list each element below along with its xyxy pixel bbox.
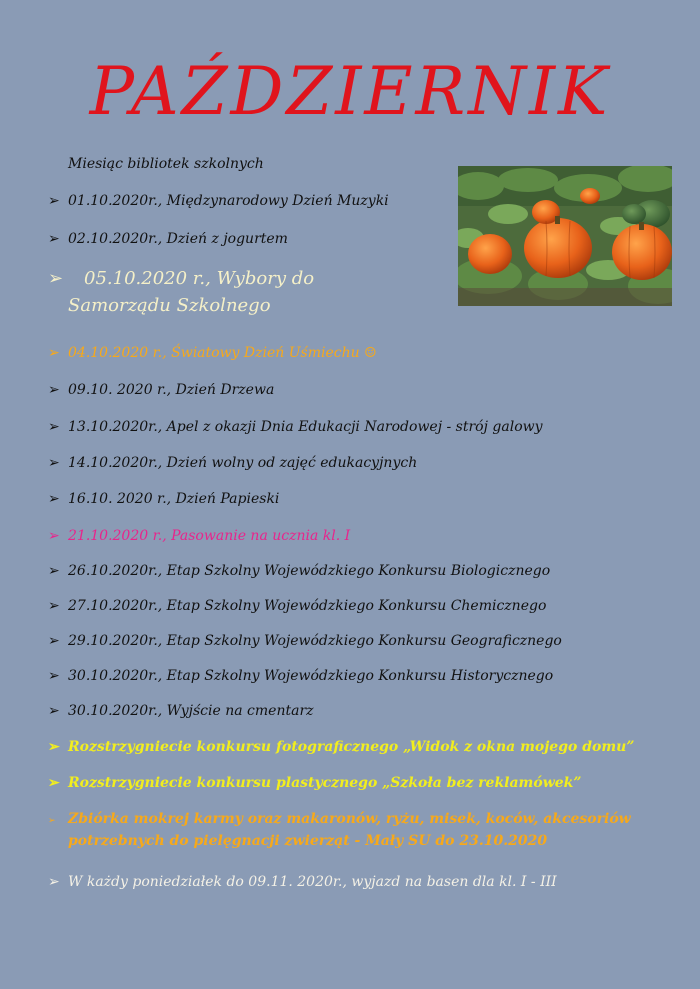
- bullet-icon: ➢: [48, 231, 60, 247]
- list-item: ➢ 14.10.2020r., Dzień wolny od zajęć edukacyjnych: [48, 455, 418, 471]
- bullet-icon: ➢: [48, 193, 60, 209]
- list-item: ➢ 21.10.2020 r., Pasowanie na ucznia kl. I: [48, 528, 351, 544]
- list-item: ➢ 30.10.2020r., Etap Szkolny Wojewódzkiego Konkursu Historycznego: [48, 668, 554, 684]
- list-item: ➢ Rozstrzygniecie konkursu fotograficznego „Widok z okna mojego domu”: [48, 739, 635, 755]
- pumpkin-photo: [458, 166, 672, 306]
- bullet-icon: ➢: [48, 419, 60, 435]
- bullet-icon: ➢: [48, 703, 60, 719]
- list-item: ➢ 02.10.2020r., Dzień z jogurtem: [48, 231, 288, 247]
- list-item: ➢ 13.10.2020r., Apel z okazji Dnia Edukacji Narodowej - strój galowy: [48, 419, 543, 435]
- list-item: ➢ 30.10.2020r., Wyjście na cmentarz: [48, 703, 314, 719]
- bullet-icon: ➢: [48, 455, 60, 471]
- list-item: ➢ 16.10. 2020 r., Dzień Papieski: [48, 491, 280, 507]
- list-item: ➢ 27.10.2020r., Etap Szkolny Wojewódzkiego Konkursu Chemicznego: [48, 598, 547, 614]
- page-title: PAŹDZIERNIK: [89, 53, 611, 130]
- bullet-icon: ➢: [48, 528, 60, 544]
- bullet-icon: ➢: [48, 563, 60, 579]
- list-item: ➢ 09.10. 2020 r., Dzień Drzewa: [48, 382, 275, 398]
- bullet-icon: ➢: [48, 816, 56, 826]
- list-item: ➢ 04.10.2020 r., Światowy Dzień Uśmiechu ☺: [48, 345, 377, 361]
- bullet-icon: ➢: [48, 739, 60, 755]
- bullet-icon: ➢: [48, 633, 60, 649]
- bullet-icon: ➢: [48, 668, 60, 684]
- list-item: ➢ 29.10.2020r., Etap Szkolny Wojewódzkiego Konkursu Geograficznego: [48, 633, 562, 649]
- bullet-icon: ➢: [48, 874, 60, 890]
- list-item: ➢ Rozstrzygniecie konkursu plastycznego „Szkoła bez reklamówek”: [48, 775, 582, 791]
- list-item: ➢ 26.10.2020r., Etap Szkolny Wojewódzkiego Konkursu Biologicznego: [48, 563, 551, 579]
- bullet-icon: ➢: [48, 775, 60, 791]
- intro-text: Miesiąc bibliotek szkolnych: [68, 156, 264, 172]
- list-item: ➢ 01.10.2020r., Międzynarodowy Dzień Muzyki: [48, 193, 389, 209]
- bullet-icon: ➢: [48, 382, 60, 398]
- bullet-icon: ➢: [48, 491, 60, 507]
- list-item: ➢ Zbiórka mokrej karmy oraz makaronów, ryżu, misek, koców, akcesoriów potrzebnych do pielęgnacji zwierząt - Mały SU do 23.10.2020: [48, 811, 631, 849]
- list-item: ➢ 05.10.2020 r., Wybory do Samorządu Szkolnego: [48, 268, 315, 316]
- list-item: ➢ W każdy poniedziałek do 09.11. 2020r., wyjazd na basen dla kl. I - III: [48, 874, 557, 890]
- bullet-icon: ➢: [48, 345, 60, 361]
- bullet-icon: ➢: [48, 598, 60, 614]
- bullet-icon: ➢: [48, 268, 64, 289]
